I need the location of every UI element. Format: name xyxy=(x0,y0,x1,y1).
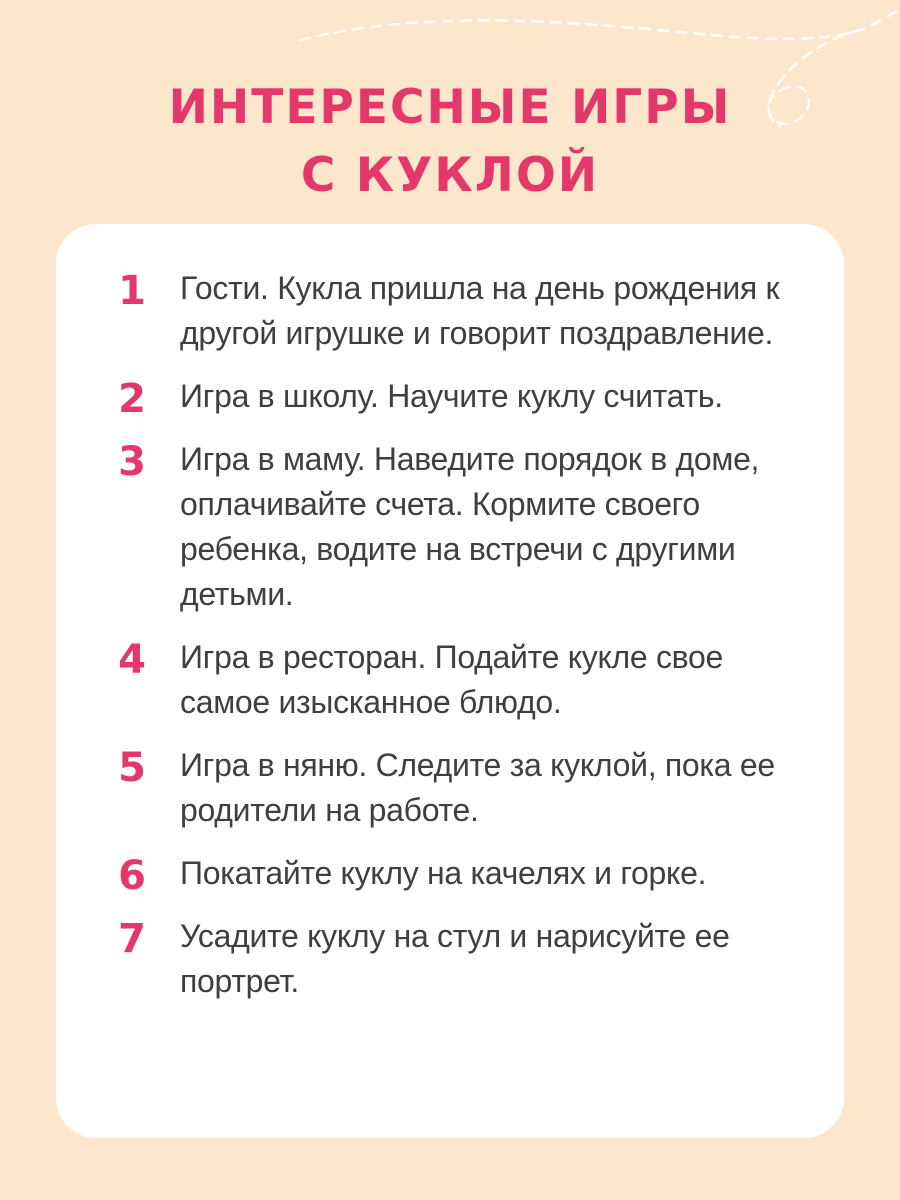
item-number: 1 xyxy=(118,268,146,314)
item-number: 4 xyxy=(118,637,146,683)
item-number: 6 xyxy=(118,853,146,899)
item-number: 7 xyxy=(118,916,146,962)
item-text: Игра в маму. Наведите порядок в доме, оплачивайте счета. Кормите своего ребенка, водите на встречи с другими детьми. xyxy=(180,441,760,612)
list-item xyxy=(56,437,844,617)
item-number: 3 xyxy=(118,439,146,485)
item-text: Усадите куклу на стул и нарисуйте ее портрет. xyxy=(180,918,730,999)
list-item xyxy=(56,635,844,725)
title-line-1: ИНТЕРЕСНЫЕ ИГРЫ xyxy=(168,80,732,135)
list-item xyxy=(56,374,844,422)
item-number: 5 xyxy=(118,745,146,791)
item-text: Игра в няню. Следите за куклой, пока ее родители на работе. xyxy=(180,747,775,828)
item-text: Игра в ресторан. Подайте кукле свое самое изысканное блюдо. xyxy=(180,639,724,720)
list-item xyxy=(56,266,844,356)
games-card xyxy=(56,224,844,1138)
item-text: Игра в школу. Научите куклу считать. xyxy=(180,378,723,414)
item-text: Покатайте куклу на качелях и горке. xyxy=(180,855,707,891)
list-item xyxy=(56,914,844,1004)
list-item xyxy=(56,851,844,899)
title-line-2: С КУКЛОЙ xyxy=(300,148,600,203)
list-item xyxy=(56,743,844,833)
page-title xyxy=(0,74,900,210)
item-number: 2 xyxy=(118,376,146,422)
item-text: Гости. Кукла пришла на день рождения к другой игрушке и говорит поздравление. xyxy=(180,270,780,351)
games-list xyxy=(56,266,844,1022)
